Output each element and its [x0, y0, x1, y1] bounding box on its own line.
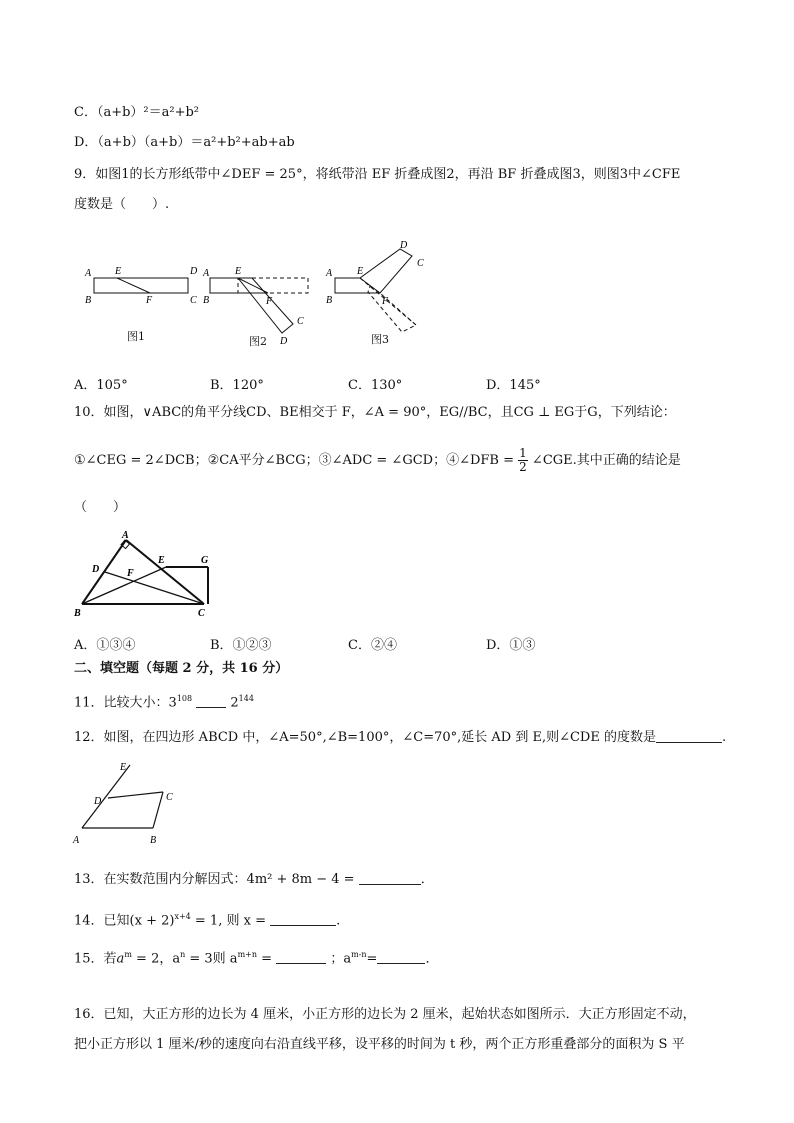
q14-text: 14．已知(x + 2)	[74, 913, 175, 929]
question-16-line1: 16．已知，大正方形的边长为 4 厘米，小正方形的边长为 2 厘米，起始状态如图所示．大正方形固定不动，	[74, 1007, 696, 1022]
question-10-line2	[74, 446, 681, 476]
q10-label-c: C	[198, 608, 205, 619]
q9-option-a: A．105°	[74, 378, 128, 393]
q12-label-a: A	[73, 835, 80, 846]
q12-label-e: E	[120, 762, 127, 773]
fig3-label-d: D	[400, 240, 408, 251]
question-14: 14．已知$(x + 2)^{x+4} = 1$, 则 x = .	[74, 912, 341, 929]
q15-g: =	[366, 951, 378, 967]
question-10-options	[74, 634, 734, 652]
q11-exp-b: 144	[238, 694, 254, 703]
option-d-line: D．（a+b）（a+b）＝a²+b²+ab+ab	[74, 135, 295, 150]
q10-conclusions-b: ∠CGE.其中正确的结论是	[531, 453, 681, 468]
question-9-line2: 度数是（ ）.	[74, 197, 170, 212]
q10-conclusions-a: ①∠CEG = 2∠DCB；②CA平分∠BCG；③∠ADC = ∠GCD；④∠DFB =	[74, 453, 514, 468]
q12-label-b: B	[150, 835, 157, 846]
q11-base-b: 2	[230, 695, 239, 711]
q14-exp: x+4	[174, 912, 191, 921]
question-10-line1: 10．如图，∨ABC的角平分线CD、BE相交于 F，∠A = 90°，EG//BC，且CG ⊥ EG于G，下列结论：	[74, 405, 676, 420]
fig1-label-d: D	[190, 266, 198, 277]
q15-f: ；a	[330, 951, 352, 967]
q10-frac-den: 2	[519, 460, 527, 474]
q15-prefix: 15．若	[74, 951, 117, 967]
q15-f-exp: m-n	[351, 950, 367, 959]
question-9-line1: 9．如图1的长方形纸带中∠DEF = 25°，将纸带沿 EF 折叠成图2，再沿 BF 折叠成图3，则图3中∠CFE	[74, 167, 681, 182]
fig1-label-b: B	[85, 295, 92, 306]
q11-exp-a: 108	[176, 694, 193, 703]
q14-answer-blank[interactable]	[270, 911, 336, 926]
q10-label-g: G	[201, 555, 209, 566]
fig3-label-c: C	[417, 258, 424, 269]
q15-c: = 2，a	[131, 951, 181, 967]
q15-a-exp: m	[124, 950, 132, 959]
q10-option-c: C．②④	[348, 638, 397, 653]
q12-label-d: D	[94, 796, 102, 807]
fig3-label-a: A	[326, 268, 333, 279]
q15-answer-blank-2[interactable]	[377, 949, 425, 964]
fig1-label-c: C	[190, 295, 197, 306]
fig3-caption: 图3	[371, 333, 389, 346]
q15-a: a	[116, 951, 125, 967]
fig3-label-f: F	[382, 296, 389, 307]
fig2-caption: 图2	[249, 335, 267, 348]
question-9-options	[74, 374, 734, 392]
option-c-line: C．（a+b）²＝a²+b²	[74, 105, 200, 120]
q10-frac-num: 1	[519, 446, 527, 460]
q13-text: 13．在实数范围内分解因式：4m² + 8m − 4 =	[74, 872, 355, 887]
fig2-label-f: F	[266, 296, 273, 307]
q15-e: =	[257, 951, 273, 967]
q9-option-d: D．145°	[486, 378, 541, 393]
question-11	[74, 690, 254, 712]
question-10-figure	[70, 528, 220, 620]
q10-option-d: D．①③	[486, 638, 536, 653]
question-12-figure	[70, 758, 190, 848]
q11-base-a: 3	[168, 695, 177, 711]
fig2-label-a: A	[203, 268, 210, 279]
q15-answer-blank-1[interactable]	[276, 949, 326, 964]
question-12: 12．如图，在四边形 ABCD 中，∠A=50°,∠B=100°，∠C=70°,延长 AD 到 E,则∠CDE 的度数是 .	[74, 730, 727, 745]
q15-c-exp: n	[180, 950, 186, 959]
q10-label-d: D	[92, 564, 100, 575]
q10-label-b: B	[74, 608, 81, 619]
q10-fraction	[518, 447, 528, 474]
fig2-label-b: B	[203, 295, 210, 306]
fig1-caption: 图1	[127, 330, 145, 343]
fig1-label-a: A	[85, 268, 92, 279]
section-2-heading: 二、填空题（每题 2 分，共 16 分）	[74, 661, 289, 676]
q10-option-a: A．①③④	[74, 638, 136, 653]
q10-option-b: B．①②③	[210, 638, 272, 653]
question-15: 15．若$a^m = 2$，$a^n = 3$则 $a^{m+n}$ = ；$a^{m-n}=$ ．	[74, 950, 439, 967]
q13-answer-blank[interactable]	[359, 870, 421, 885]
question-16-line2: 把小正方形以 1 厘米/秒的速度向右沿直线平移，设平移的时间为 t 秒，两个正方形重叠部分的面积为 S 平	[74, 1037, 685, 1052]
q10-label-e: E	[158, 555, 165, 566]
q12-answer-blank[interactable]	[656, 728, 722, 743]
q10-label-a: A	[122, 530, 129, 541]
fig1-label-f: F	[146, 295, 153, 306]
q9-option-b: B．120°	[210, 378, 264, 393]
fig3-label-b: B	[326, 295, 333, 306]
fig1-label-e: E	[115, 266, 122, 277]
q15-d-exp: m+n	[237, 950, 258, 959]
question-10-line3: （ ）	[74, 500, 127, 515]
q10-label-f: F	[127, 568, 134, 579]
q9-option-c: C．130°	[348, 378, 403, 393]
q11-text: 11．比较大小：	[74, 695, 169, 711]
q15-d: = 3则 a	[185, 951, 238, 967]
fig2-label-e: E	[235, 266, 242, 277]
fig3-label-e: E	[357, 266, 364, 277]
q12-label-c: C	[166, 792, 173, 803]
q12-text: 12．如图，在四边形 ABCD 中，∠A=50°,∠B=100°，∠C=70°,延长 AD 到 E,则∠CDE 的度数是	[74, 730, 656, 745]
q14-text-b: = 1, 则 x =	[194, 913, 266, 929]
fig2-label-d: D	[280, 336, 288, 347]
question-13: 13．在实数范围内分解因式：4m² + 8m − 4 = ．	[74, 872, 434, 887]
fig2-label-c: C	[297, 316, 304, 327]
q11-answer-blank[interactable]	[196, 693, 226, 708]
